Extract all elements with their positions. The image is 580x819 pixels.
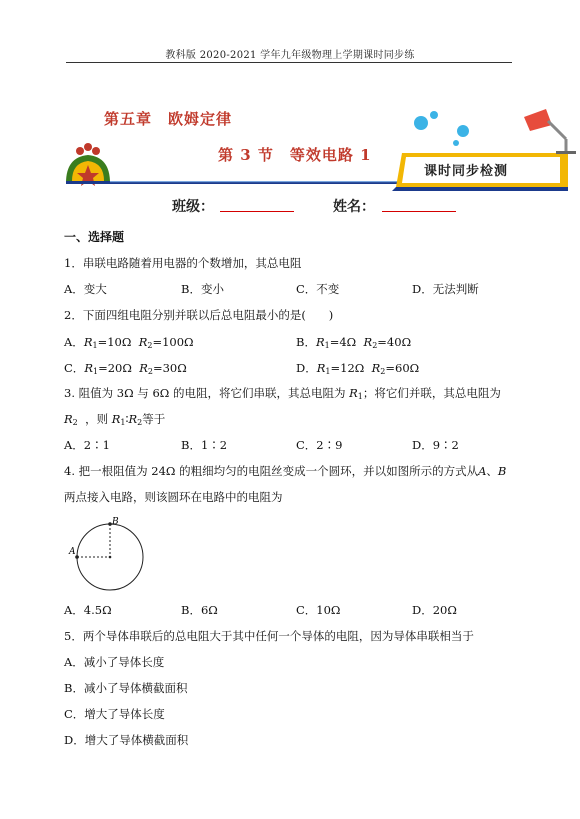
badge-label: 课时同步检测 <box>424 164 509 179</box>
q1-option-b[interactable]: B．变小 <box>181 282 224 296</box>
q2c-r2: =30Ω <box>152 361 187 375</box>
r-symbol: R <box>363 335 373 349</box>
q3-option-a[interactable]: A．2∶1 <box>64 438 110 452</box>
r-symbol: R <box>83 335 93 349</box>
r-symbol: R <box>315 335 325 349</box>
r-sub: 1 <box>120 418 126 427</box>
ring-circuit-diagram <box>64 514 164 604</box>
q3-stem-d: 等于 <box>142 412 166 426</box>
chapter-title: 第五章 欧姆定律 <box>104 110 233 128</box>
name-label: 姓名： <box>333 199 375 215</box>
q2d-letter: D． <box>296 361 317 375</box>
question-4-line-2: 两点接入电路，则该圆环在电路中的电阻为 <box>64 490 283 504</box>
q4-option-d[interactable]: D．20Ω <box>412 603 457 617</box>
q1-option-c[interactable]: C．不变 <box>296 282 340 296</box>
r-symbol: R <box>84 361 93 375</box>
class-field[interactable] <box>220 211 294 212</box>
r-sub: 1 <box>92 341 98 350</box>
page-header: 教科版 2020-2021 学年九年级物理上学期课时同步练 <box>165 50 415 61</box>
r-sub: 2 <box>147 367 153 376</box>
q2-option-a[interactable] <box>64 334 194 350</box>
q4-stem-line1: 4. 把一根阻值为 24Ω 的粗细均匀的电阻丝变成一个圆环，并以如图所示的方式从 <box>64 464 479 478</box>
r-sub: 2 <box>380 367 386 376</box>
question-1: 1．串联电路随着用电器的个数增加，其总电阻 <box>64 256 302 270</box>
q5-option-d[interactable]: D．增大了导体横截面积 <box>64 733 189 747</box>
r-symbol: R <box>128 412 138 426</box>
diagram-label-b: B <box>112 517 119 527</box>
question-3-line-2 <box>64 411 165 427</box>
q3-stem-b: ；将它们并联，其总电阻为 <box>362 386 501 400</box>
q2d-r2: =60Ω <box>385 361 420 375</box>
section-heading: 一、选择题 <box>64 230 125 244</box>
r-sub: 2 <box>72 418 78 427</box>
q4-option-a[interactable]: A．4.5Ω <box>64 603 112 617</box>
q3-option-d[interactable]: D．9∶2 <box>412 438 459 452</box>
q4-sep: 、 <box>486 464 498 478</box>
r-symbol: R <box>138 335 148 349</box>
desk-lamp-icon <box>524 109 576 154</box>
q2d-r1: =12Ω <box>330 361 365 375</box>
r-symbol: R <box>139 361 148 375</box>
r-sub: 1 <box>324 341 330 350</box>
point-a-label: A <box>478 464 487 478</box>
r-symbol: R <box>64 412 73 426</box>
q1-option-a[interactable]: A．变大 <box>64 282 107 296</box>
q2-option-d[interactable] <box>296 360 419 376</box>
question-3-line-1 <box>64 385 501 401</box>
class-label: 班级： <box>172 199 214 215</box>
r-sub: 2 <box>137 418 143 427</box>
r-symbol: R <box>349 386 358 400</box>
bubble-icon <box>414 116 428 130</box>
q2a-r1: =10Ω <box>97 335 132 349</box>
q2a-r2: =100Ω <box>152 335 194 349</box>
q2c-r1: =20Ω <box>98 361 132 375</box>
r-symbol: R <box>316 361 326 375</box>
r-symbol: R <box>371 361 381 375</box>
r-sub: 1 <box>325 367 331 376</box>
ratio-separator: ∶ <box>125 412 129 426</box>
q3-option-c[interactable]: C．2∶9 <box>296 438 343 452</box>
q2a-letter: A． <box>64 335 84 349</box>
header-rule <box>66 62 512 63</box>
r-symbol: R <box>111 412 121 426</box>
q3-stem-a: 3. 阻值为 3Ω 与 6Ω 的电阻，将它们串联，其总电阻为 <box>64 386 346 400</box>
point-b-label: B <box>497 464 507 478</box>
diagram-label-a: A <box>69 547 76 557</box>
q2c-letter: C． <box>64 361 85 375</box>
q2b-letter: B． <box>296 335 316 349</box>
q5-option-b[interactable]: B．减小了导体横截面积 <box>64 681 188 695</box>
q2-option-c[interactable] <box>64 360 187 376</box>
q5-option-c[interactable]: C．增大了导体长度 <box>64 707 165 721</box>
q4-option-c[interactable]: C．10Ω <box>296 603 341 617</box>
section-title: 第 3 节 等效电路 1 <box>218 146 372 164</box>
q2b-r2: =40Ω <box>377 335 412 349</box>
r-sub: 2 <box>372 341 378 350</box>
question-4-line-1 <box>64 463 506 479</box>
r-sub: 1 <box>357 392 363 401</box>
q1-option-d[interactable]: D．无法判断 <box>412 282 479 296</box>
r-sub: 2 <box>147 341 153 350</box>
star-emblem-icon <box>66 143 110 186</box>
r-sub: 1 <box>92 367 99 376</box>
q5-option-a[interactable]: A．减小了导体长度 <box>64 655 165 669</box>
question-2: 2．下面四组电阻分别并联以后总电阻最小的是( ) <box>64 308 334 322</box>
question-5: 5．两个导体串联后的总电阻大于其中任何一个导体的电阻，因为导体串联相当于 <box>64 629 474 643</box>
name-field[interactable] <box>382 211 456 212</box>
q3-option-b[interactable]: B．1∶2 <box>181 438 228 452</box>
q2b-r1: =4Ω <box>329 335 357 349</box>
q2-option-b[interactable] <box>296 334 411 350</box>
q4-option-b[interactable]: B．6Ω <box>181 603 218 617</box>
q3-stem-c: ，则 <box>85 412 109 426</box>
